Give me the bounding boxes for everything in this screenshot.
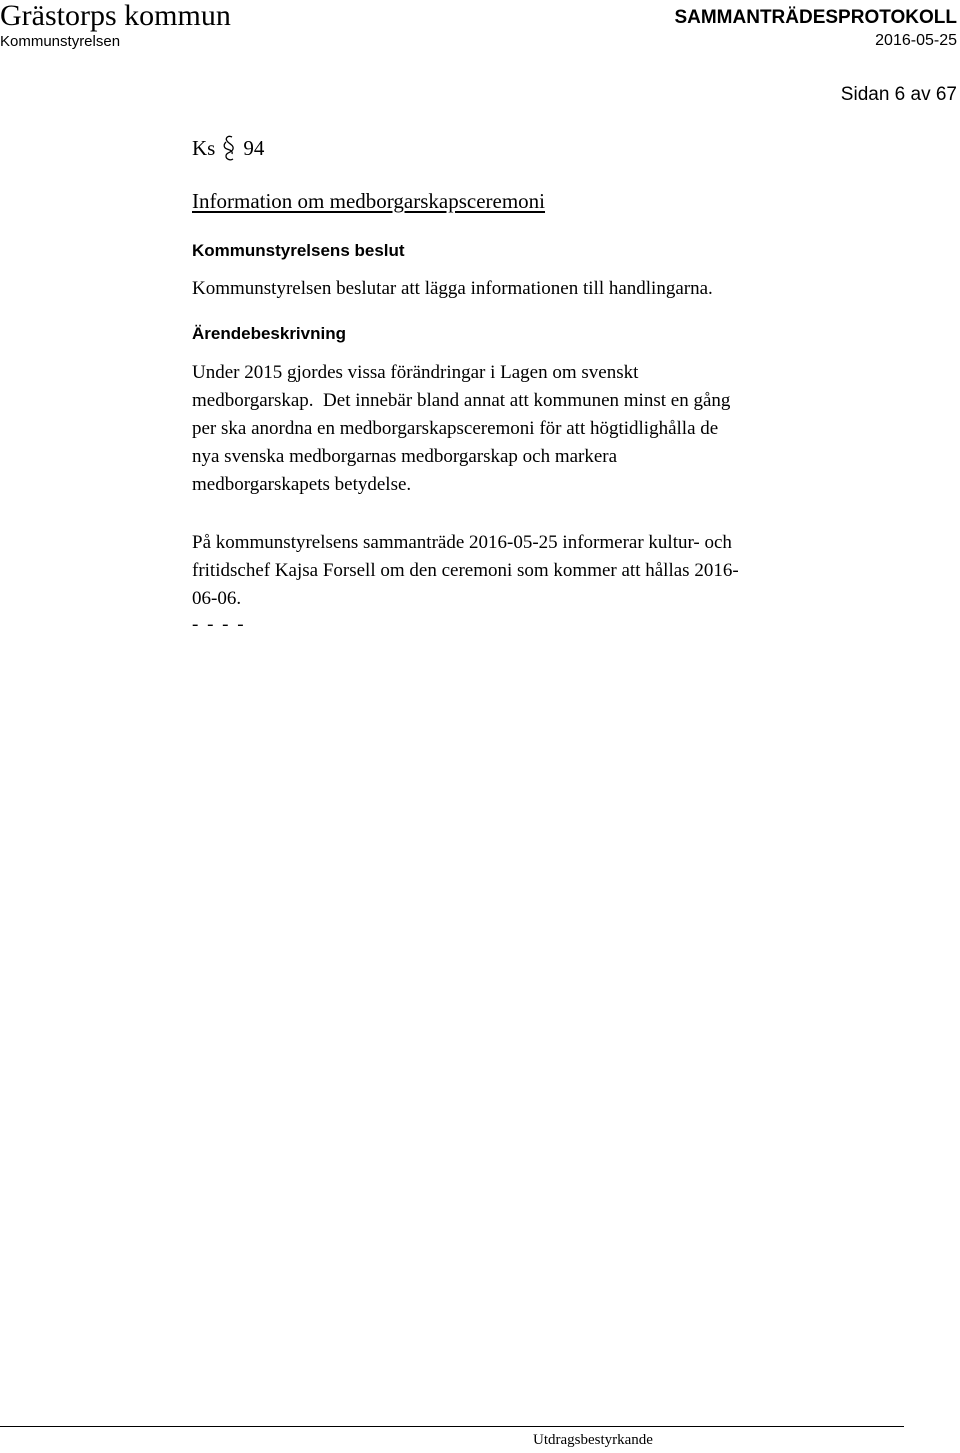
municipality-name: Grästorps kommun <box>0 0 231 32</box>
description-line: medborgarskapets betydelse. <box>192 474 412 495</box>
meeting-line: fritidschef Kajsa Forsell om den ceremoni som kommer att hållas 2016- <box>192 560 739 581</box>
paragraph-prefix: Ks <box>192 135 216 160</box>
description-line: per ska anordna en medborgarskapsceremoni för att högtidlighålla de <box>192 418 719 439</box>
end-dashes: - - - - <box>192 614 246 635</box>
decision-text: Kommunstyrelsen beslutar att lägga informationen till handlingarna. <box>192 278 713 299</box>
description-text <box>192 359 912 499</box>
document-type: SAMMANTRÄDESPROTOKOLL <box>674 7 957 28</box>
description-heading: Ärendebeskrivning <box>192 324 346 343</box>
subject-title: Information om medborgarskapsceremoni <box>192 189 546 213</box>
meeting-line: 06-06. <box>192 588 242 609</box>
paragraph-number: 94 <box>243 135 265 160</box>
description-line: Under 2015 gjordes vissa förändringar i Lagen om svenskt <box>192 362 639 383</box>
page-number: Sidan 6 av 67 <box>840 84 957 105</box>
document-date: 2016-05-25 <box>875 32 957 49</box>
description-line: medborgarskap. Det innebär bland annat att kommunen minst en gång <box>192 390 731 411</box>
decision-heading: Kommunstyrelsens beslut <box>192 241 405 260</box>
board-name: Kommunstyrelsen <box>0 33 121 50</box>
description-line: nya svenska medborgarnas medborgarskap och markera <box>192 446 618 467</box>
meeting-text <box>192 529 912 613</box>
meeting-line: På kommunstyrelsens sammanträde 2016-05-25 informerar kultur- och <box>192 532 732 553</box>
footer-label: Utdragsbestyrkande <box>533 1432 653 1448</box>
footer-divider <box>0 1426 904 1427</box>
section-sign-icon <box>219 134 239 162</box>
paragraph-reference <box>192 134 264 162</box>
